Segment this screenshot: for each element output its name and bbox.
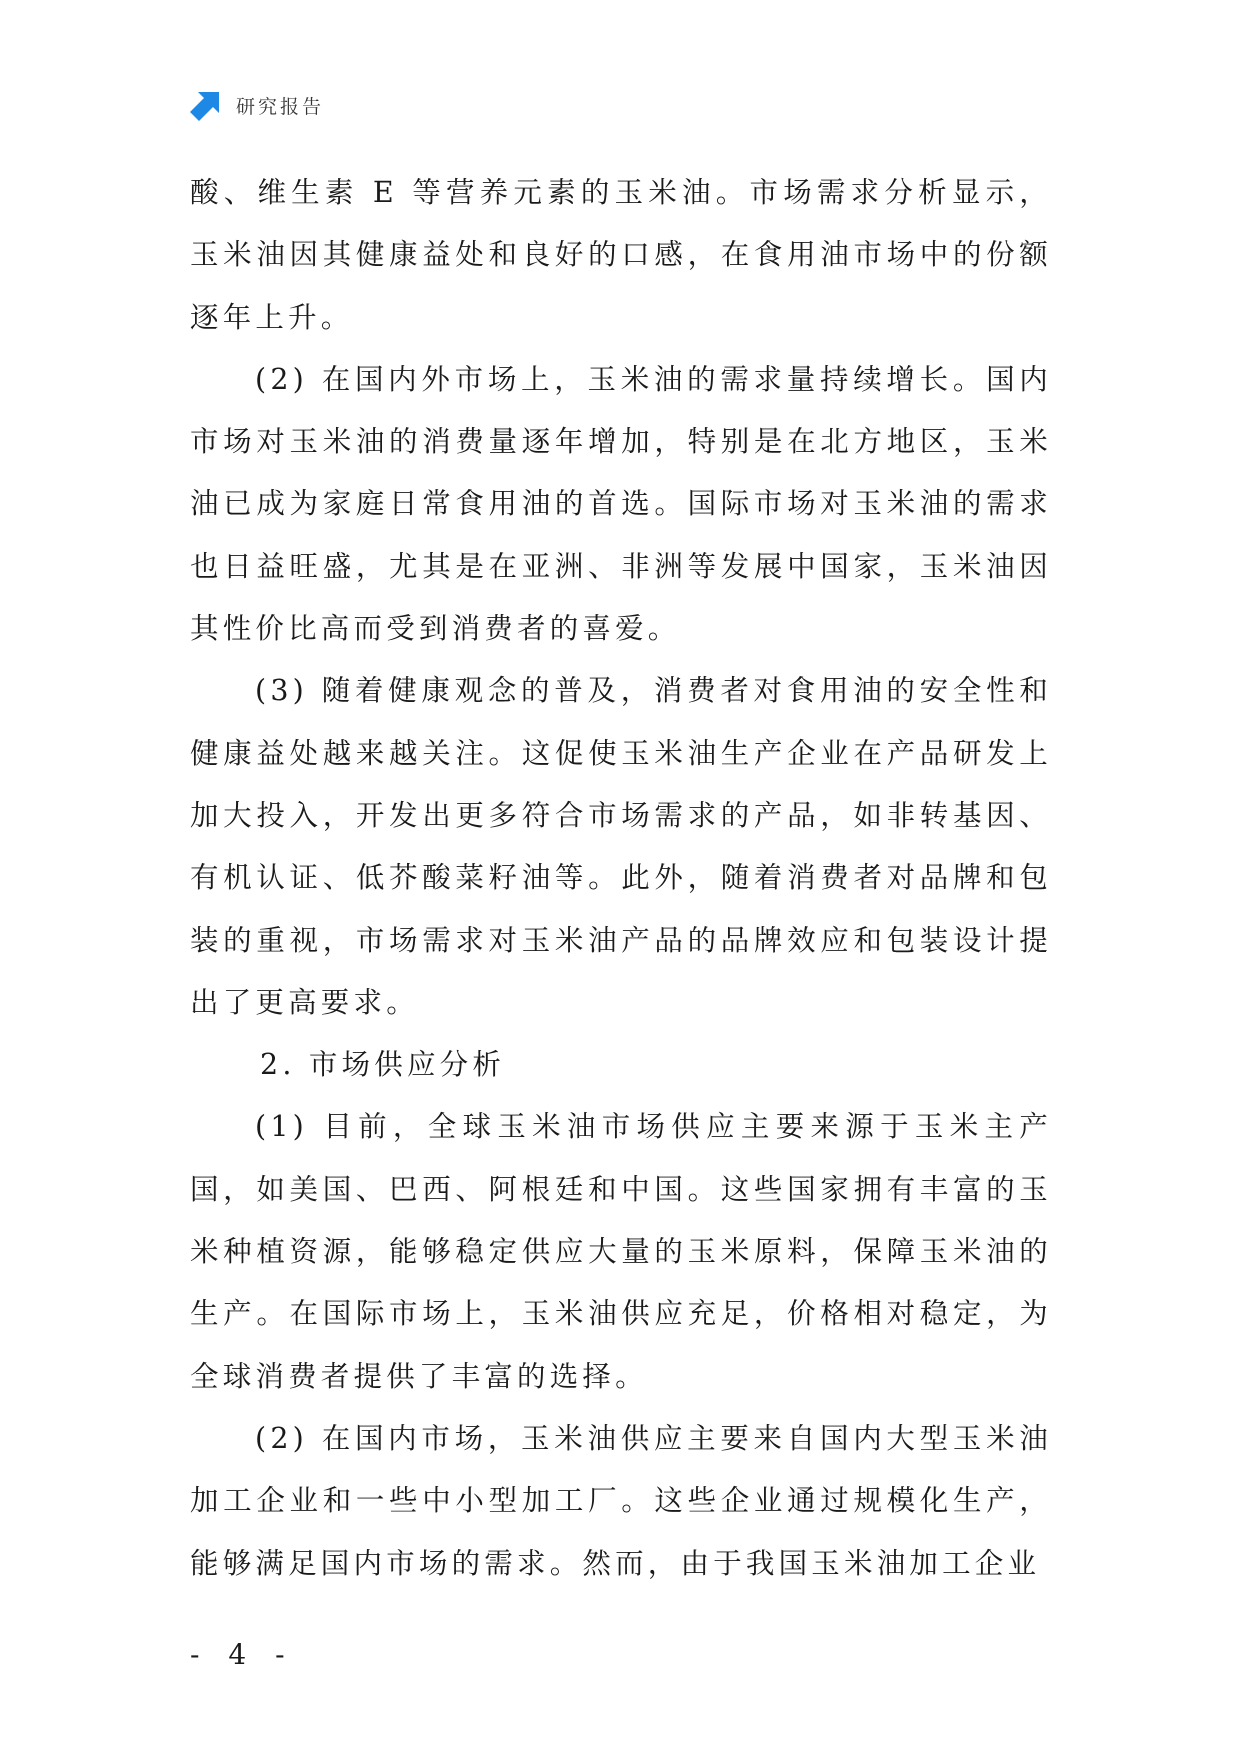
section-heading-supply: 2. 市场供应分析 — [260, 1048, 506, 1082]
report-header — [190, 88, 324, 122]
page-number: - 4 - — [190, 1638, 295, 1671]
paragraph-supply-1: (1) 目前，全球玉米油市场供应主要来源于玉米主产国，如美国、巴西、阿根廷和中国。这些国家拥有丰富的玉米种植资源，能够稳定供应大量的玉米原料，保障玉米油的生产。在国际市场上，玉米油供应充足，价格相对稳定，为全球消费者提供了丰富的选择。 — [190, 1110, 1052, 1393]
header-title: 研究报告 — [236, 95, 325, 118]
paragraph-continued: 酸、维生素 E 等营养元素的玉米油。市场需求分析显示，玉米油因其健康益处和良好的口感，在食用油市场中的份额逐年上升。 — [190, 176, 1052, 334]
paragraph-supply-2: (2) 在国内市场，玉米油供应主要来自国内大型玉米油加工企业和一些中小型加工厂。这些企业通过规模化生产，能够满足国内市场的需求。然而，由于我国玉米油加工企业 — [190, 1421, 1052, 1580]
paragraph-demand-3: (3) 随着健康观念的普及，消费者对食用油的安全性和健康益处越来越关注。这促使玉米油生产企业在产品研发上加大投入，开发出更多符合市场需求的产品，如非转基因、有机认证、低芥酸菜籽油等。此外，随着消费者对品牌和包装的重视，市场需求对玉米油产品的品牌效应和包装设计提出了更高要求。 — [190, 674, 1052, 1019]
paragraph-demand-2: (2) 在国内外市场上，玉米油的需求量持续增长。国内市场对玉米油的消费量逐年增加，特别是在北方地区，玉米油已成为家庭日常食用油的首选。国际市场对玉米油的需求也日益旺盛，尤其是在亚洲、非洲等发展中国家，玉米油因其性价比高而受到消费者的喜爱。 — [190, 362, 1052, 646]
document-body — [190, 162, 1052, 1595]
arrow-up-right-icon — [190, 89, 222, 121]
